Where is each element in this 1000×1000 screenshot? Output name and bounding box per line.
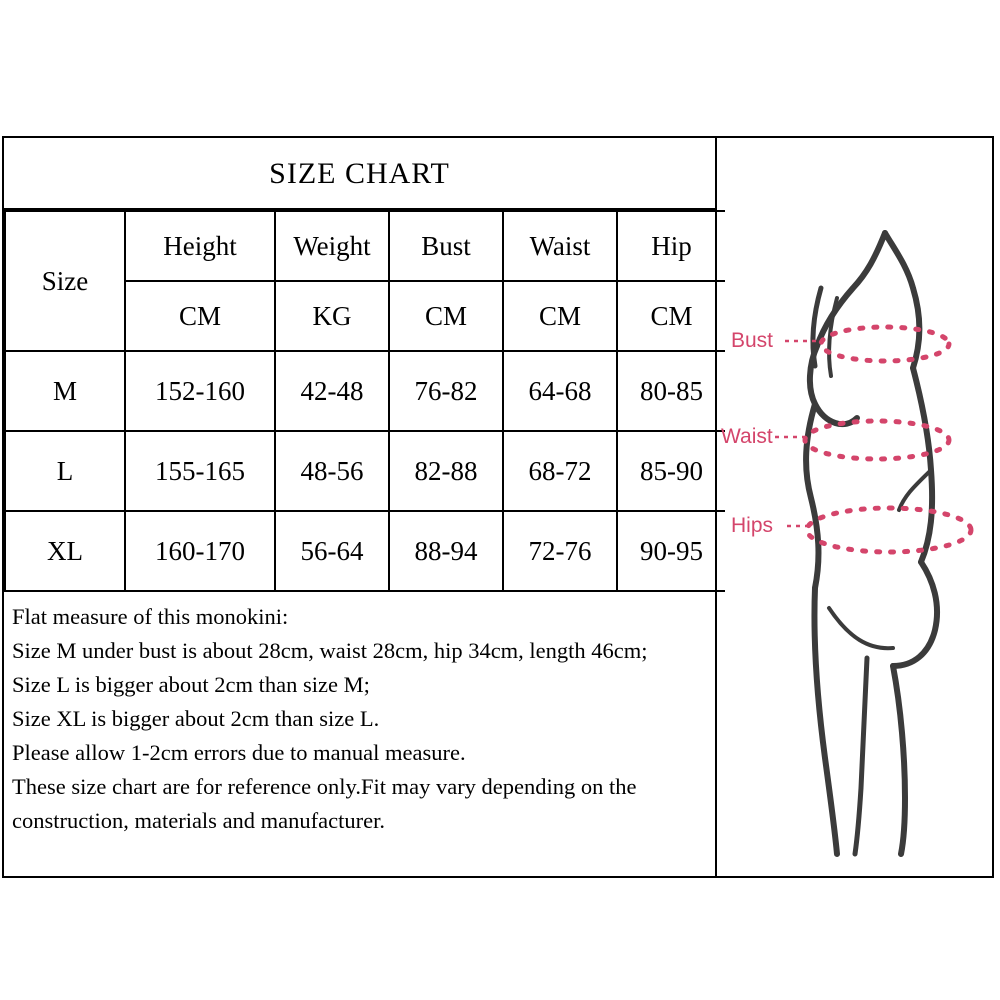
size-chart-frame [2,136,994,878]
measurement-bands [717,138,992,876]
note-line: Please allow 1-2cm errors due to manual measure. [12,740,466,765]
figure-label-hips: Hips [731,514,774,537]
table-row [5,511,725,591]
note-line: Flat measure of this monokini: [12,604,289,629]
cell-height: 160-170 [125,511,275,591]
cell-height: 152-160 [125,351,275,431]
cell-hip: 85-90 [617,431,725,511]
size-chart-left-column [4,138,717,876]
header-cell-height: Height [125,211,275,281]
cell-hip: 80-85 [617,351,725,431]
note-line: Size L is bigger about 2cm than size M; [12,672,370,697]
table-row [5,431,725,511]
cell-bust: 76-82 [389,351,503,431]
hips-band-icon [807,508,971,552]
size-table [4,210,725,592]
notes-block [4,592,715,844]
table-header-row [5,211,725,281]
cell-weight: 48-56 [275,431,389,511]
unit-cell-weight: KG [275,281,389,351]
cell-size: XL [5,511,125,591]
header-cell-size: Size [5,211,125,351]
header-cell-bust: Bust [389,211,503,281]
note-line: construction, materials and manufacturer. [12,808,385,833]
cell-size: L [5,431,125,511]
cell-waist: 64-68 [503,351,617,431]
header-cell-waist: Waist [503,211,617,281]
unit-cell-height: CM [125,281,275,351]
measurement-figure [717,138,992,876]
cell-waist: 72-76 [503,511,617,591]
cell-bust: 82-88 [389,431,503,511]
header-cell-weight: Weight [275,211,389,281]
unit-cell-hip: CM [617,281,725,351]
note-line: Size XL is bigger about 2cm than size L. [12,706,380,731]
figure-label-waist: Waist [721,425,773,448]
cell-bust: 88-94 [389,511,503,591]
cell-weight: 56-64 [275,511,389,591]
header-cell-hip: Hip [617,211,725,281]
note-line: These size chart are for reference only.Fit may vary depending on the [12,774,637,799]
unit-cell-bust: CM [389,281,503,351]
waist-band-icon [805,421,949,459]
page-title: SIZE CHART [4,138,715,210]
table-row [5,351,725,431]
bust-band-icon [821,327,949,361]
cell-size: M [5,351,125,431]
figure-label-bust: Bust [731,329,774,352]
cell-waist: 68-72 [503,431,617,511]
cell-height: 155-165 [125,431,275,511]
note-line: Size M under bust is about 28cm, waist 28cm, hip 34cm, length 46cm; [12,638,648,663]
cell-hip: 90-95 [617,511,725,591]
unit-cell-waist: CM [503,281,617,351]
cell-weight: 42-48 [275,351,389,431]
